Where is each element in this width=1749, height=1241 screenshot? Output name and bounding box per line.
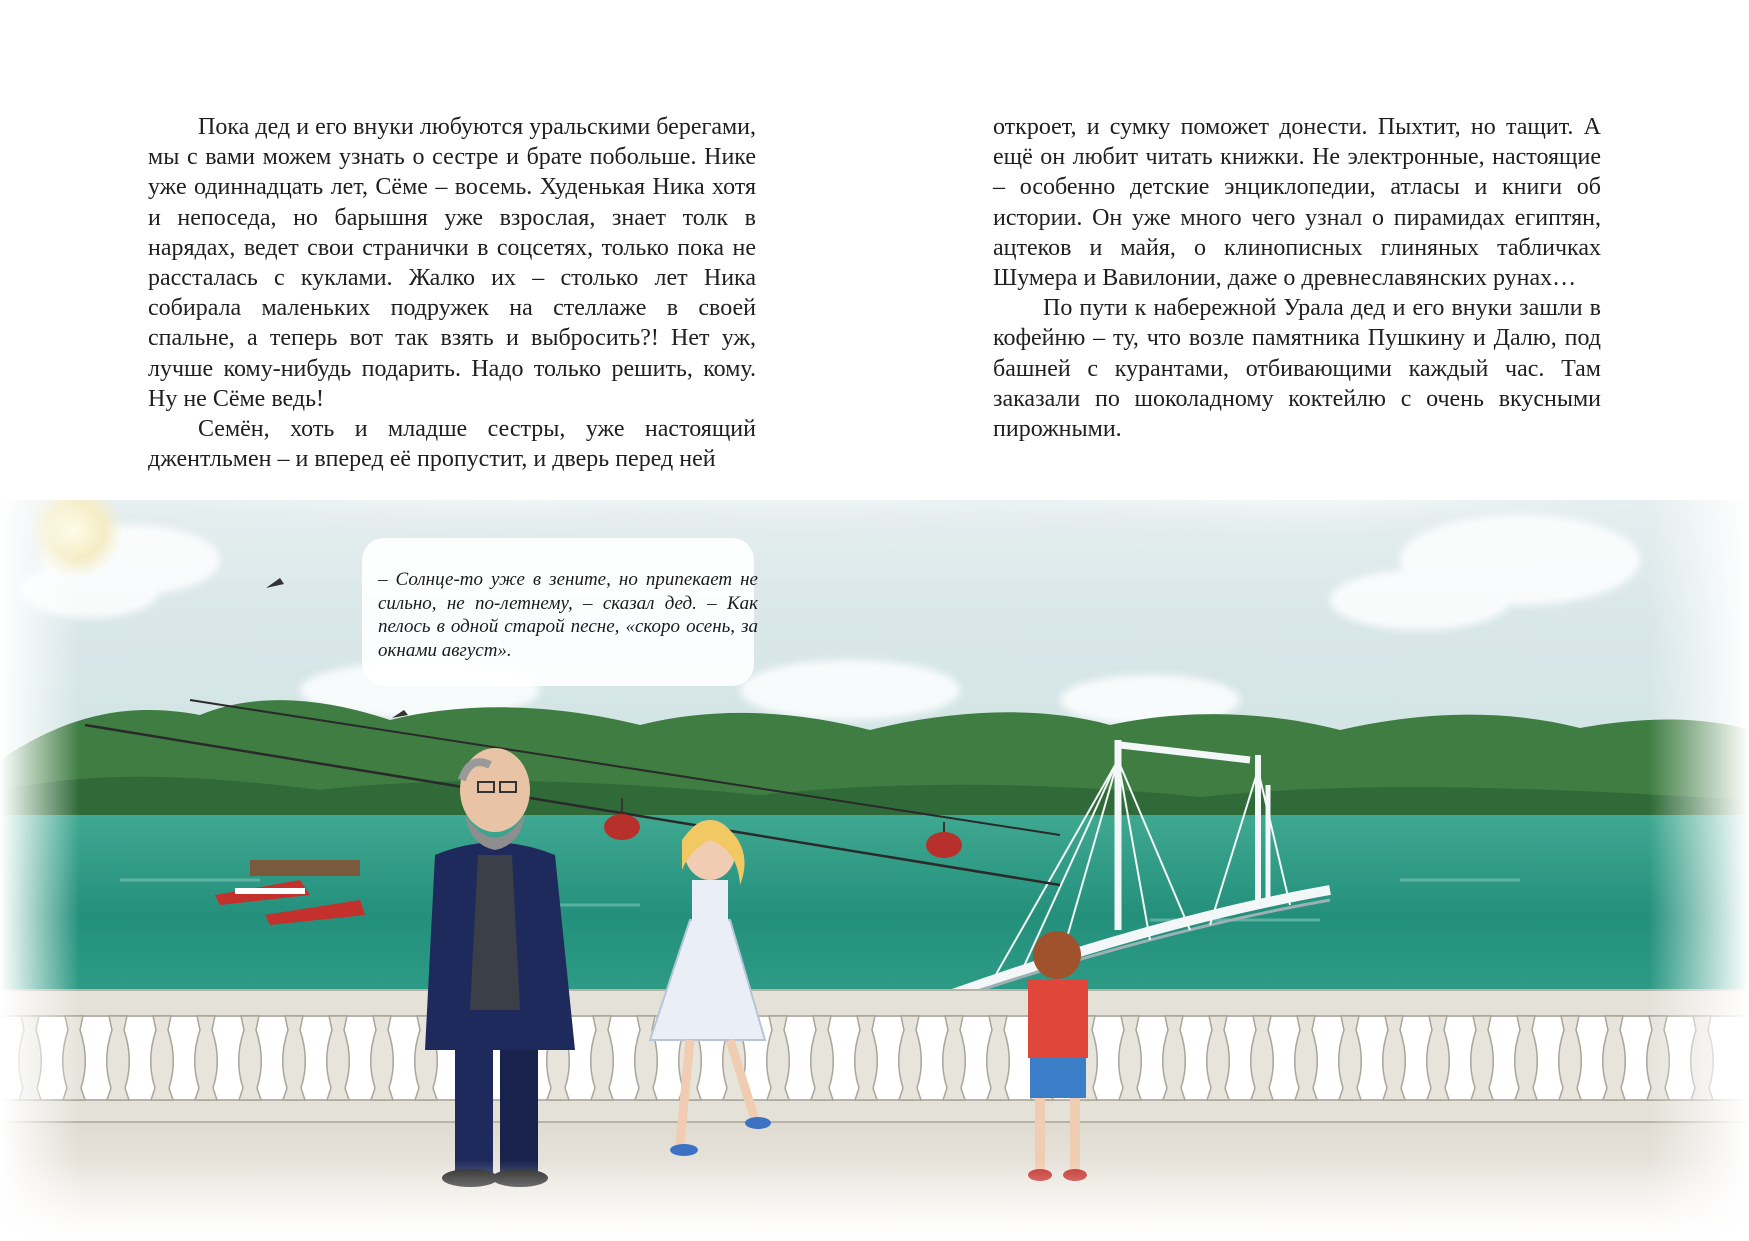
right-page-text — [993, 112, 1601, 444]
baluster — [1119, 1016, 1142, 1100]
baluster — [1383, 1016, 1406, 1100]
paragraph: По пути к набережной Урала дед и его внуки зашли в кофейню – ту, что возле памятника Пушкину и Далю, под башней с курантами, отбивающими каждый час. Там заказали по шоколадному коктейлю с очень вкусными пирожными. — [993, 295, 1601, 443]
baluster — [591, 1016, 614, 1100]
baluster — [1251, 1016, 1274, 1100]
baluster — [811, 1016, 834, 1100]
baluster — [987, 1016, 1010, 1100]
baluster — [371, 1016, 394, 1100]
paragraph: откроет, и сумку поможет донести. Пыхтит, но тащит. А ещё он любит читать книжки. Не электронные, настоящие – особенно детские энциклопедии, атласы и книги об истории. Он уже много чего узнал о пирамидах египтян, ацтеков и майя, о клинописных глиняных табличках Шумера и Вавилонии, даже о древнеславянских рунах… — [993, 114, 1601, 292]
baluster — [283, 1016, 306, 1100]
baluster — [239, 1016, 262, 1100]
baluster — [1207, 1016, 1230, 1100]
paragraph: Пока дед и его внуки любуются уральскими берегами, мы с вами можем узнать о сестре и брате побольше. Нике уже одиннадцать лет, Сёме – восемь. Худенькая Ника хотя и непоседа, но барышня уже взрослая, знает толк в нарядах, ведет свои странички в соцсетях, только пока не рассталась с куклами. Жалко их – столько лет Ника собирала маленьких подружек на стеллаже в своей спальне, а теперь вот так взять и выбросить?! Нет уж, лучше кому-нибудь подарить. Надо только решить, кому. Ну не Сёме ведь! — [148, 114, 756, 412]
baluster — [151, 1016, 174, 1100]
baluster — [1163, 1016, 1186, 1100]
baluster — [1295, 1016, 1318, 1100]
balustrade — [0, 990, 1749, 1122]
baluster — [943, 1016, 966, 1100]
baluster — [195, 1016, 218, 1100]
river — [0, 815, 1749, 1015]
baluster — [327, 1016, 350, 1100]
baluster — [1559, 1016, 1582, 1100]
baluster — [767, 1016, 790, 1100]
baluster — [899, 1016, 922, 1100]
paragraph: Семён, хоть и младше сестры, уже настоящий джентльмен – и вперед её пропустит, и дверь перед ней — [148, 416, 756, 473]
baluster — [855, 1016, 878, 1100]
baluster — [1471, 1016, 1494, 1100]
baluster — [1515, 1016, 1538, 1100]
left-page-text — [148, 112, 756, 474]
baluster — [1427, 1016, 1450, 1100]
baluster — [1603, 1016, 1626, 1100]
speech-bubble-quote: – Солнце-то уже в зените, но припекает не сильно, не по-летнему, – сказал дед. – Как пелось в одной старой песне, «скоро осень, за окнами август». — [378, 569, 758, 661]
baluster — [1339, 1016, 1362, 1100]
speech-bubble-text — [378, 568, 758, 662]
baluster — [107, 1016, 130, 1100]
